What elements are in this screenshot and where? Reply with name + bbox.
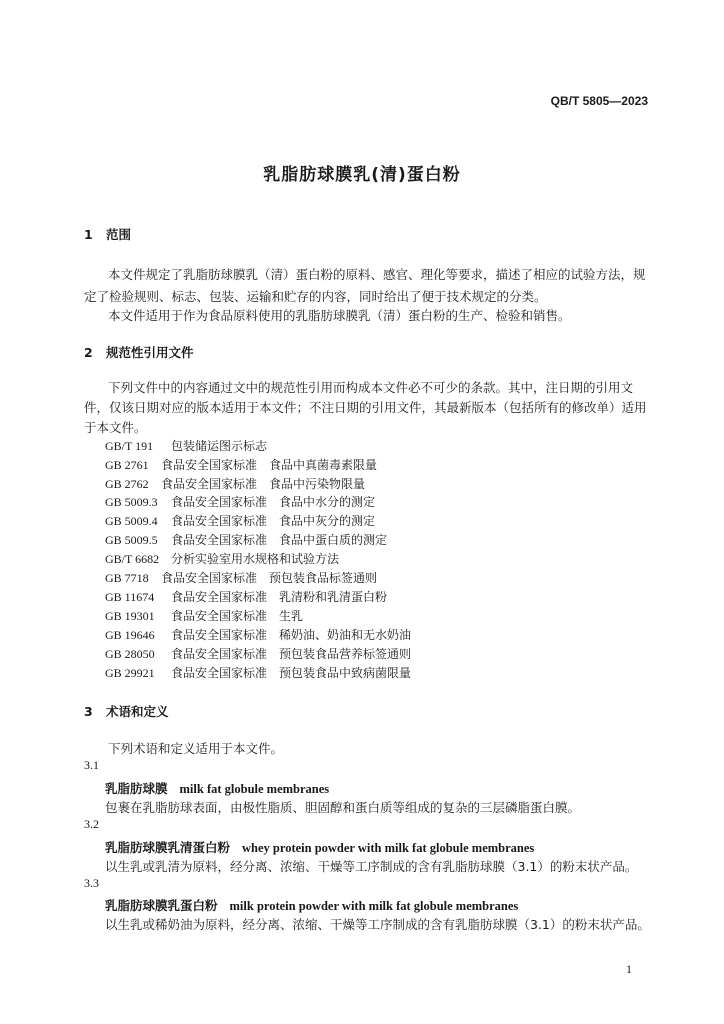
section-2-heading xyxy=(84,343,194,361)
reference-item xyxy=(105,588,387,605)
standard-code: GB 5009.4 xyxy=(105,514,158,528)
reference-item xyxy=(105,456,377,473)
term-number: 3.1 xyxy=(84,758,99,772)
scope-paragraph-1: 本文件规定了乳脂肪球膜乳（清）蛋白粉的原料、感官、理化等要求，描述了相应的试验方法，规定了检验规则、标志、包装、运输和贮存的内容，同时给出了便于技术规定的分类。 xyxy=(84,267,646,304)
standard-code: GB 2762 xyxy=(105,477,149,491)
standard-code: GB 19646 xyxy=(105,628,155,642)
standard-code: GB 28050 xyxy=(105,647,155,661)
term-chinese: 乳脂肪球膜 xyxy=(105,781,168,796)
standard-name: 食品安全国家标准 乳清粉和乳清蛋白粉 xyxy=(171,590,388,604)
section-title: 规范性引用文件 xyxy=(106,345,194,360)
reference-item xyxy=(105,512,375,529)
reference-item xyxy=(105,437,267,454)
term-number: 3.2 xyxy=(84,817,99,831)
term-definition: 以生乳或稀奶油为原料，经分离、浓缩、干燥等工序制成的含有乳脂肪球膜（3.1）的粉末状产品。 xyxy=(105,917,650,932)
term-definition: 以生乳或乳清为原料，经分离、浓缩、干燥等工序制成的含有乳脂肪球膜（3.1）的粉末状产品。 xyxy=(105,859,638,874)
reference-item xyxy=(105,645,411,662)
standard-name: 食品安全国家标准 食品中灰分的测定 xyxy=(171,514,376,528)
term-title xyxy=(105,837,534,856)
section-title: 术语和定义 xyxy=(106,704,169,719)
section-3-heading xyxy=(84,702,169,720)
reference-item xyxy=(105,493,375,510)
standard-code: GB 19301 xyxy=(105,609,155,623)
term-title xyxy=(105,895,518,914)
standard-name: 食品安全国家标准 食品中水分的测定 xyxy=(171,495,376,509)
term-english: whey protein powder with milk fat globule membranes xyxy=(242,841,535,855)
standard-name: 食品安全国家标准 生乳 xyxy=(171,609,304,623)
standard-code: GB/T 191 xyxy=(105,439,154,453)
standard-name: 食品安全国家标准 预包装食品营养标签通则 xyxy=(171,647,412,661)
scope-paragraph-2: 本文件适用于作为食品原料使用的乳脂肪球膜乳（清）蛋白粉的生产、检验和销售。 xyxy=(108,308,571,323)
term-english: milk protein powder with milk fat globule membranes xyxy=(229,899,519,913)
standard-name: 食品安全国家标准 预包装食品标签通则 xyxy=(161,571,378,585)
term-chinese: 乳脂肪球膜乳蛋白粉 xyxy=(105,898,218,913)
standard-name: 分析实验室用水规格和试验方法 xyxy=(171,552,340,566)
standard-code: GB 5009.3 xyxy=(105,495,158,509)
term-definition: 包裹在乳脂肪球表面，由极性脂质、胆固醇和蛋白质等组成的复杂的三层磷脂蛋白膜。 xyxy=(105,800,581,815)
document-title: 乳脂肪球膜乳(清)蛋白粉 xyxy=(263,165,461,185)
reference-item xyxy=(105,550,339,567)
standard-name: 食品安全国家标准 食品中真菌毒素限量 xyxy=(161,458,378,472)
standard-name: 食品安全国家标准 食品中蛋白质的测定 xyxy=(171,533,388,547)
section-1-heading xyxy=(84,225,131,243)
page-number: 1 xyxy=(626,962,632,976)
reference-item xyxy=(105,569,377,586)
reference-item xyxy=(105,664,411,681)
reference-item xyxy=(105,607,303,624)
term-english: milk fat globule membranes xyxy=(179,782,330,796)
standard-code: GB 11674 xyxy=(105,590,155,604)
standard-code: GB 7718 xyxy=(105,571,149,585)
section-number: 3 xyxy=(84,704,93,719)
terms-intro: 下列术语和定义适用于本文件。 xyxy=(108,741,284,756)
term-number: 3.3 xyxy=(84,876,99,890)
reference-item xyxy=(105,475,365,492)
section-number: 1 xyxy=(84,227,93,242)
standard-code: GB 2761 xyxy=(105,458,149,472)
references-intro: 下列文件中的内容通过文中的规范性引用而构成本文件必不可少的条款。其中，注日期的引用文件，仅该日期对应的版本适用于本文件；不注日期的引用文件，其最新版本（包括所有的修改单）适用于本文件。 xyxy=(84,380,647,435)
term-title xyxy=(105,778,329,797)
term-chinese: 乳脂肪球膜乳清蛋白粉 xyxy=(105,840,231,855)
standard-code: GB 5009.5 xyxy=(105,533,158,547)
section-number: 2 xyxy=(84,345,93,360)
standard-name: 包装储运图示标志 xyxy=(171,439,268,453)
standard-name: 食品安全国家标准 稀奶油、奶油和无水奶油 xyxy=(171,628,412,642)
standard-code: GB/T 6682 xyxy=(105,552,160,566)
standard-name: 食品安全国家标准 食品中污染物限量 xyxy=(161,477,366,491)
standard-name: 食品安全国家标准 预包装食品中致病菌限量 xyxy=(171,666,412,680)
document-code: QB/T 5805—2023 xyxy=(550,94,648,108)
standard-code: GB 29921 xyxy=(105,666,155,680)
reference-item xyxy=(105,531,387,548)
section-title: 范围 xyxy=(106,227,132,242)
reference-item xyxy=(105,626,411,643)
